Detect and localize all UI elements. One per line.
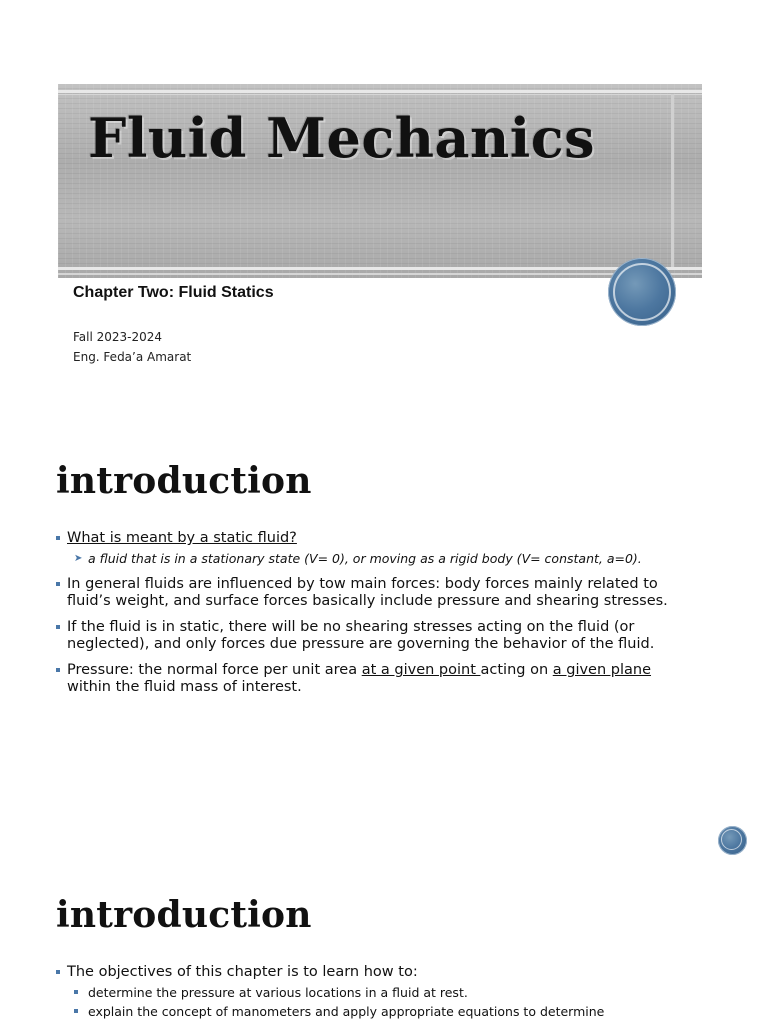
bullet-underlined-text: a given plane [552,662,652,678]
introduction-slide [0,430,768,850]
list-item [56,964,668,1020]
bullet-text: If the fluid is in static, there will be no shearing stresses acting on the fluid (or neglected), and only forces due pressure are governing the behavior of the fluid. [67,619,655,652]
bullet-list [56,530,668,705]
title-slide [0,0,768,420]
introduction-slide-2 [0,862,768,1024]
square-bullet-icon [74,1009,78,1013]
title-banner [58,84,702,278]
bullet-text: In general fluids are influenced by tow main forces: body forces mainly related to fluid’s weight, and surface forces basically include pressure and shearing stresses. [67,576,668,609]
sub-list [67,550,668,567]
banner-rule [58,90,702,93]
bullet-text: What is meant by a static fluid? [67,530,297,546]
square-bullet-icon [56,668,60,672]
decorative-circle-icon [608,258,676,326]
bullet-list [56,964,668,1022]
list-item [56,530,668,567]
banner-rule [58,94,702,95]
slide-heading: introduction [56,894,312,936]
square-bullet-icon [56,536,60,540]
list-item [56,662,668,696]
list-item [56,619,668,653]
sub-list-item [67,984,668,1001]
slide-heading: introduction [56,460,312,502]
bullet-text: within the fluid mass of interest. [67,679,302,695]
bullet-text: acting on [480,662,553,678]
sub-bullet-text: determine the pressure at various locations in a fluid at rest. [88,985,468,1000]
bullet-text: Pressure: the normal force per unit area [67,662,362,678]
square-bullet-icon [56,625,60,629]
banner-rule [58,267,702,270]
square-bullet-icon [74,990,78,994]
author-label: Eng. Feda’a Amarat [73,350,192,364]
list-item [56,576,668,610]
sub-bullet-text: explain the concept of manometers and apply appropriate equations to determine [88,1004,605,1019]
slide-title: Fluid Mechanics [88,106,595,170]
sub-list-item [67,550,668,567]
square-bullet-icon [56,970,60,974]
term-label: Fall 2023-2024 [73,330,163,344]
sub-list-item [67,1003,668,1020]
decorative-circle-icon [718,826,747,855]
sub-bullet-text: a fluid that is in a stationary state (V= 0), or moving as a rigid body (V= constant, a=0). [88,551,642,566]
banner-rule [58,273,702,275]
bullet-text: The objectives of this chapter is to learn how to: [67,964,418,980]
banner-rule [671,94,674,268]
sub-list [67,984,668,1020]
slide-subtitle: Chapter Two: Fluid Statics [73,284,274,301]
arrow-bullet-icon: ➤ [74,553,83,564]
bullet-underlined-text: at a given point [361,662,481,678]
square-bullet-icon [56,582,60,586]
